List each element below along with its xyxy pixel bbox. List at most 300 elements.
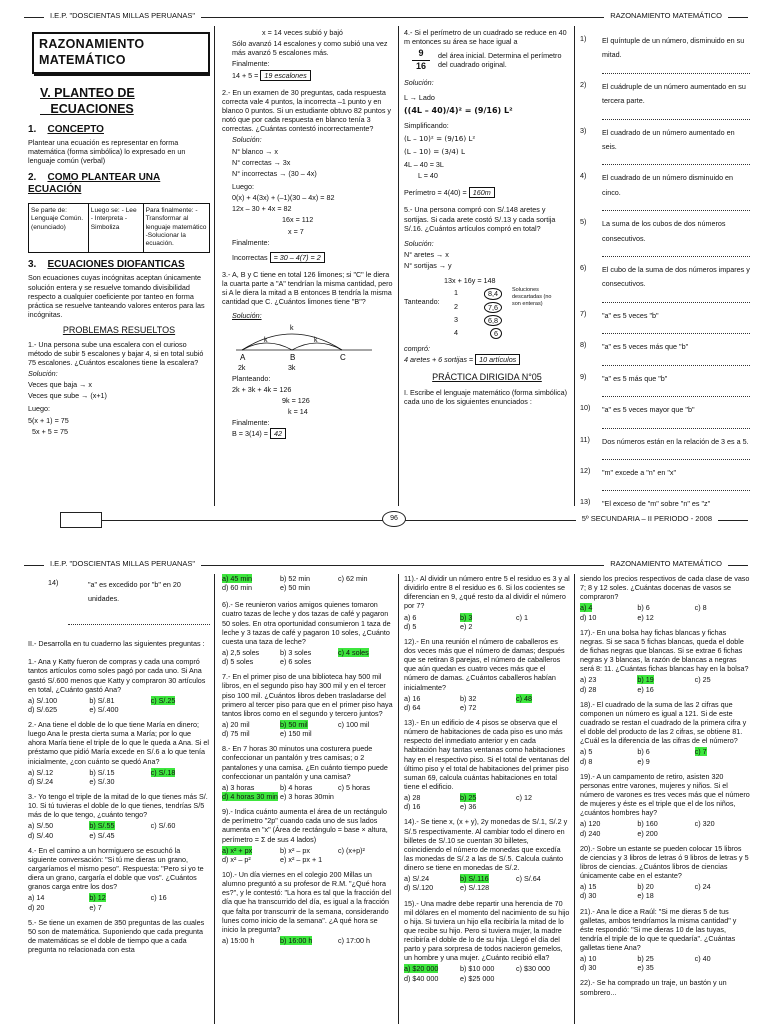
answer-option[interactable] [580,954,635,963]
answer-option[interactable] [404,622,458,631]
exercise-text: "a" es 5 veces más que "b" [602,342,689,352]
option-text: a) 120 [580,819,601,829]
answer-option[interactable] [28,831,87,840]
answer-option[interactable] [460,883,514,892]
answer-option[interactable] [338,792,394,801]
question-block [404,718,570,811]
column-1 [28,574,210,1024]
option-text: e) 3 horas 30min [280,791,334,801]
question-block [580,772,750,838]
final-label: Finalmente: [232,418,270,428]
question-block [404,574,570,631]
answer-option[interactable] [404,883,458,892]
tanteo-table: 1 8,4 2 7,6 3 6,8 4 6 [448,287,508,340]
option-text: b) 6 [637,747,650,757]
p2-eq: 0(x) + 4(3x) + (–1)(30 – 4x) = 82 [232,193,335,203]
option-text: b) 3 [460,612,473,622]
answer-option[interactable] [637,747,692,756]
answer-option[interactable] [280,783,336,792]
diagram-label: k [264,336,268,344]
header-school: I.E.P. "DOSCIENTAS MILLAS PERUANAS" [44,11,201,20]
exercise-number: 1) [580,34,587,43]
answer-option[interactable] [151,821,210,830]
answer-option[interactable] [580,963,635,972]
answer-option[interactable] [404,613,458,622]
answer-option[interactable] [280,583,336,592]
option-text: a) x² + px [222,845,253,855]
answer-line[interactable] [68,616,210,625]
answer-option[interactable] [637,829,692,838]
option-text: b) S/.15 [89,767,115,777]
answer-option[interactable] [460,793,514,802]
column-4 [580,28,750,508]
answer-option[interactable] [280,936,336,945]
p1-eq: 5(x + 1) = 75 [28,415,69,425]
page-header [24,558,748,572]
p1-cont: Sólo avanzó 14 escalones y como subió una vez más avanzó 5 escalones más. [232,39,388,58]
option-text: a) 2,5 soles [222,647,260,657]
answer-option[interactable] [28,696,87,705]
answer-option[interactable] [222,936,278,945]
option-text: b) S/.81 [89,695,115,705]
answer-option[interactable] [89,768,148,777]
option-text: b) 50 mil [280,719,308,729]
option-text: a) 28 [404,793,421,803]
option-text: d) 20 [28,902,45,912]
option-text: a) $20 000 [404,964,439,974]
answer-option[interactable] [516,622,570,631]
answer-option[interactable] [580,603,635,612]
option-text: d) 5 [404,621,417,631]
exercise-item [580,309,750,323]
answer-option[interactable] [89,903,148,912]
exercise-item [580,466,750,480]
question-block [404,817,570,892]
answer-option[interactable] [280,855,336,864]
diagram-label: 3k [288,364,296,372]
option-text: b) 19 [637,675,654,685]
option-text: e) x² – px + 1 [280,854,323,864]
option-text: e) S/.30 [89,776,115,786]
answer-option[interactable] [338,936,394,945]
answer-option[interactable] [280,792,336,801]
answer-option[interactable] [28,768,87,777]
option-text: d) 28 [580,684,597,694]
answer-option[interactable] [580,829,635,838]
exercise-text: "a" es 5 más que "b" [602,373,668,383]
answer-option[interactable] [637,675,692,684]
answer-option[interactable] [695,675,750,684]
option-text: b) 12 [89,893,106,903]
answer-option[interactable] [151,705,210,714]
option-text: c) 5 horas [338,782,370,792]
answer-option[interactable] [338,783,394,792]
exercise-text: "a" es 5 veces mayor que "b" [602,405,695,415]
answer-option[interactable] [280,574,336,583]
concepto-text: Plantear una ecuación es representar en forma matemática (forma simbólica) lo expresado en un lenguaje común (verbal) [28,138,186,166]
question-block [404,899,570,983]
option-text: d) $40 000 [404,973,439,983]
answer-option[interactable] [637,757,692,766]
option-text: a) 5 [580,747,593,757]
header-school: I.E.P. "DOSCIENTAS MILLAS PERUANAS" [44,559,201,568]
option-text: d) 240 [580,828,601,838]
p4-eq: 4L – 40 = 3L [404,159,444,169]
answer-option[interactable] [338,657,394,666]
option-text: a) S/.12 [28,767,54,777]
option-text: c) S/.64 [516,874,541,884]
answer-option[interactable] [460,622,514,631]
answer-option[interactable] [222,720,278,729]
answer-option[interactable] [338,648,394,657]
fraction-den: 16 [415,60,426,71]
answer-option[interactable] [460,613,514,622]
answer-option[interactable] [28,893,87,902]
header-subject: RAZONAMIENTO MATEMÁTICO [604,11,728,20]
question-text: 20).- Sobre un estante se pueden colocar 15 libros de ciencias y 3 libros de letras ó 9 libros de letras y 5 libros de ciencias. ¿Cuántos libros de ciencias únicamente cabe en el estante? [580,843,749,881]
answer-line[interactable] [602,248,750,257]
answer-option[interactable] [580,685,635,694]
option-text: b) S/.55 [89,821,115,831]
question-block [580,700,750,766]
p1-line: Veces que baja → x [28,380,92,390]
options-grid [580,747,750,765]
exercise-text: "m" excede a "n" en "x" [602,467,677,477]
answer-option[interactable] [580,613,635,622]
answer-option[interactable] [695,829,750,838]
option-text: c) 100 mil [338,719,370,729]
table-cell: Para finalmente: -Transformar al lenguaje matemático -Solucionar la ecuación. [145,206,207,248]
question-text: 14).- Se tiene x, (x + y), 2y monedas de S/.1, S/.2 y S/.5 respectivamente. Al cambiar todo el dinero en billetes de S/.10 se cuentan 30 billetes, coincidiendo el número de monedas que excedía las monedas de S/.2 a las de S/.5. Calcula cuánto dinero se tiene en monedas de S/.2. [404,817,568,873]
solution-label: Solución: [28,369,58,379]
p5-result: 4 aretes + 6 sortijas = 10 artículos [404,355,570,364]
answer-line[interactable] [602,482,750,491]
column-4 [580,574,750,1024]
exercise-item [580,403,750,417]
answer-option[interactable] [404,802,458,811]
question-text: 5.- Se tiene un examen de 350 preguntas de las cuales 50 son de matemática. Suponiendo que cada pregunta de matemáticas se el doble de tiempo que a cada pregunta no relacionada con esta [28,917,205,955]
diagram-label: B [290,352,296,362]
option-text: c) 24 [694,882,711,892]
answer-option[interactable] [580,819,635,828]
question-text: 7.- En el primer piso de una biblioteca hay 500 mil libros, en el segundo piso hay 300 mil y en el tercer piso 100 mil. ¿Cuántos libros deben trasladarse del primero al tercer piso para que en el primer piso haya tantos libros como en el segundo y tercero juntos? [222,672,393,718]
answer-option[interactable] [89,893,148,902]
answer-option[interactable] [151,696,210,705]
option-text: b) 32 [460,693,477,703]
answer-option[interactable] [280,729,336,738]
answer-option[interactable] [89,705,148,714]
question-block [580,844,750,901]
answer-option[interactable] [89,831,148,840]
option-text: a) 3 horas [222,782,255,792]
p5-line: N° aretes → x [404,249,449,259]
option-text: c) 1 [516,612,528,622]
exercise-item [580,80,750,109]
p1-cont: x = 14 veces subió y bajó [262,28,343,37]
solution-label: Solución: [232,135,262,145]
answer-option[interactable] [637,882,692,891]
answer-option[interactable] [695,747,750,756]
answer-option[interactable] [695,891,750,900]
option-text: e) S/.45 [89,830,115,840]
option-text: d) 10 [580,612,597,622]
answer-line[interactable] [602,325,750,334]
options-grid [28,821,210,839]
segment-diagram [222,322,392,374]
answer-line[interactable] [602,65,750,74]
answer-option[interactable] [222,783,278,792]
answer-option[interactable] [222,574,278,583]
option-text: e) 18 [637,891,654,901]
answer-option[interactable] [404,874,458,883]
problem-5-text: 5.- Una persona compró con S/.148 aretes y sortijas. Si cada arete costó S/.13 y cada sortija S/.16. ¿Cuántos artículos compró en total? [404,205,556,233]
answer-option[interactable] [338,583,394,592]
option-text: e) 9 [637,756,650,766]
exercise-item [580,126,750,155]
option-text: d) 30 [580,963,597,973]
answer-option[interactable] [404,793,458,802]
options-grid [28,696,210,714]
p2-eq: 12x – 30 + 4x = 82 [232,204,292,214]
answer-option[interactable] [338,855,394,864]
option-text: d) S/.625 [28,704,58,714]
question-block [28,792,210,840]
exercise-text: Dos números están en la relación de 3 es a 5. [602,436,749,446]
option-text: b) S/.116 [460,874,489,884]
option-text: d) 30 [580,891,597,901]
answer-option[interactable] [460,974,514,983]
answer-option[interactable] [151,903,210,912]
option-text: a) 20 mil [222,719,250,729]
answer-option[interactable] [222,729,278,738]
option-text: e) 7 [89,902,102,912]
answer-line[interactable] [602,388,750,397]
answer-option[interactable] [516,793,570,802]
answer-option[interactable] [28,705,87,714]
exercise-number: 4) [580,171,587,181]
question-block [580,628,750,694]
answer-option[interactable] [516,874,570,883]
answer-option[interactable] [222,657,278,666]
options-grid [580,603,750,621]
answer-option[interactable] [637,954,692,963]
option-text: c) $30 000 [516,964,550,974]
option-text: a) S/.24 [404,874,430,884]
p5-eq: 13x + 16y = 148 [444,276,496,286]
answer-option[interactable] [338,729,394,738]
answer-option[interactable] [460,694,514,703]
option-text: a) 15:00 h [222,935,255,945]
answer-option[interactable] [637,613,692,622]
answer-option[interactable] [637,685,692,694]
answer-option[interactable] [516,974,570,983]
answer-line[interactable] [602,294,750,303]
options-grid [404,964,570,982]
option-text: c) 7 [694,747,707,757]
exercise-number: 2) [580,79,587,89]
question-text: 6).- Se reunieron varios amigos quienes tomaron cuatro tazas de leche y dos tazas de café y pagaron 50 soles. En otra oportunidad consumieron 1 taza de leche y 3 tazas de café y pagaron 10 soles, ¿Cuánto cuesta una taza de leche? [222,600,391,646]
answer-option[interactable] [580,757,635,766]
column-2 [222,28,394,508]
answer-option[interactable] [695,819,750,828]
options-grid [580,882,750,900]
options-grid [580,675,750,693]
answer-option[interactable] [580,891,635,900]
answer-option[interactable] [516,883,570,892]
answer-option[interactable] [280,648,336,657]
p2-eq: 16x = 112 [282,215,314,225]
p3-eq: k = 14 [288,407,308,417]
answer-option[interactable] [89,777,148,786]
options-grid [580,954,750,972]
option-text: d) 5 soles [222,657,254,667]
option-text: a) 15 [580,882,597,892]
answer-option[interactable] [222,855,278,864]
options-grid [222,648,394,666]
exercise-text: "a" es excedido por "b" en 20 unidades. [88,580,181,604]
exercise-item [580,34,750,63]
answer-option[interactable] [695,603,750,612]
option-text: c) 12 [516,793,532,803]
exercise-number: 6) [580,263,587,273]
answer-option[interactable] [338,574,394,583]
exercise-number: 5) [580,217,587,227]
answer-option[interactable] [404,964,458,973]
tanteo-note: Soluciones descartadas (no son enteras) [512,287,552,308]
answer-option[interactable] [516,802,570,811]
answer-option[interactable] [151,768,210,777]
answer-option[interactable] [637,963,692,972]
answer-option[interactable] [89,696,148,705]
column-1 [28,28,210,508]
answer-option[interactable] [151,893,210,902]
option-text: e) 35 [637,963,654,973]
answer-option[interactable] [222,648,278,657]
option-text: b) 25 [637,954,654,964]
exercise-text: "a" es 5 veces "b" [602,310,659,320]
answer-line[interactable] [602,357,750,366]
answer-option[interactable] [338,846,394,855]
option-text: c) 48 [516,693,532,703]
answer-option[interactable] [280,657,336,666]
option-text: c) 40 [694,954,711,964]
answer-option[interactable] [695,882,750,891]
answer-option[interactable] [222,583,278,592]
option-text: a) S/.100 [28,695,58,705]
answer-option[interactable] [222,846,278,855]
table-cell: Se parte de: Lenguaje Común. (enunciado) [29,204,89,252]
answer-option[interactable] [695,954,750,963]
answer-option[interactable] [280,846,336,855]
answer-option[interactable] [28,821,87,830]
practica-title: PRÁCTICA DIRIGIDA N°05 [432,372,542,383]
question-text: 13).- En un edificio de 4 pisos se observa que el número de habitaciones de cada piso es uno más respecto del inmediato anterior y en cada habitación hay tantas ventanas como habitaciones hay en el respectivo piso. Si el total de ventanas del último piso y el total de habitaciones del primer piso suman 69, calcula cuántas habitaciones en total tiene el edificio. [404,717,570,791]
answer-option[interactable] [460,802,514,811]
question-text: 12).- En una reunión el número de caballeros es dos veces más que el número de damas; después que se retiran 8 parejas, el número de caballeros que aún quedan es cuatro veces más que el número de damas. ¿Cuántos caballeros habían inicialmente? [404,636,565,692]
exercise-item [580,263,750,292]
question-text: 19).- A un campamento de retiro, asisten 320 personas entre varones, mujeres y niños. Si el número de varones es tres veces más que el número de mujeres y éste es el triple que el de los niños, ¿cuántos hombres hay? [580,771,750,818]
answer-option[interactable] [89,821,148,830]
answer-line[interactable] [602,156,750,165]
answer-option[interactable] [637,819,692,828]
answer-option[interactable] [460,874,514,883]
option-text: e) 200 [637,828,658,838]
exercise-text: El quíntuple de un número, disminuido en su mitad. [602,36,745,60]
question-text: 4.- En el camino a un hormiguero se escuchó la siguiente conversación: "Si tú me dieras un grano, cargaríamos el mismo peso". Respuesta: "Pero si yo te diera un grano, cargaría el doble que vos". ¿Cuántos granos carga entre los dos? [28,845,204,892]
section-2-title: II.- Desarrolla en tu cuaderno las siguientes preguntas : [28,638,205,648]
answer-option[interactable] [637,891,692,900]
answer-option[interactable] [338,720,394,729]
option-text: a) 6 [404,612,417,622]
exercise-text: El cuadrado de un número disminuido en cinco. [602,173,734,197]
column-3 [404,574,570,1024]
answer-option[interactable] [222,792,278,801]
option-text: d) S/.24 [28,776,54,786]
answer-option[interactable] [151,831,210,840]
answer-option[interactable] [516,964,570,973]
options-grid [28,768,210,786]
question-text: 8.- En 7 horas 30 minutos una costurera puede confeccionar un pantalón y tres camisas; o 2 pantalones y una camisa. ¿En cuánto tiempo puede confeccionar un pantalón y una camisa? [222,744,388,781]
question-block [580,907,750,973]
answer-line[interactable] [602,111,750,120]
options-grid [28,893,210,911]
page-header [24,10,748,24]
answer-option[interactable] [151,777,210,786]
answer-line[interactable] [602,202,750,211]
option-text: a) 45 min [222,574,252,583]
exercise-number: 10) [580,403,591,413]
p3-eq: 2k + 3k + 4k = 126 [232,384,292,394]
exercise-item [580,217,750,246]
answer-option[interactable] [695,613,750,622]
p3-plant: Planteando: [232,373,271,383]
option-text: a) S/.50 [28,821,54,831]
answer-option[interactable] [404,703,458,712]
question-text: 2.- Ana tiene el doble de lo que tiene María en dinero; luego Ana le presta cierta suma a María; por lo que ahora María tiene el triple de lo que le queda a Ana. Si el préstamo que pidió María excede en S/.6 a lo que tenía inicialmente, ¿con cuánto se quedó Ana? [28,720,210,766]
exercise-text: "El exceso de "m" sobre "n" es "z" [602,499,711,508]
question-block [580,978,750,996]
fraction-num: 9 [412,48,430,60]
practica-intro: I. Escribe el lenguaje matemático (forma simbólica) cada uno de los siguientes enunciados : [404,387,567,406]
option-text: c) 16 [150,893,167,903]
solution-label: Solución: [404,238,434,248]
option-text: d) S/.120 [404,883,434,893]
answer-option[interactable] [280,720,336,729]
p2-eq: x = 7 [288,226,304,236]
answer-option[interactable] [460,964,514,973]
answer-line[interactable] [602,420,750,429]
answer-option[interactable] [460,703,514,712]
answer-option[interactable] [580,882,635,891]
answer-option[interactable] [404,694,458,703]
answer-option[interactable] [637,603,692,612]
answer-option[interactable] [580,675,635,684]
option-text: b) 160 [637,819,658,829]
answer-option[interactable] [516,613,570,622]
answer-option[interactable] [404,974,458,983]
section-como: 2. COMO PLANTEAR UNA ECUACIÓN [28,171,161,196]
problem-2-text: 2.- En un examen de 30 preguntas, cada respuesta correcta vale 4 puntos, la incorrecta –1 punto y en blanco 0 puntos. Si un estudiante obtuvo 82 puntos y notó que por cada respuesta en blanco tenía 3 correctas. ¿Cuántas contestó incorrectamente? [222,87,392,134]
p4-simp: Simplificando: [404,120,449,130]
exercise-number: 14) [48,578,59,587]
footer-box [60,512,102,528]
options-grid [404,874,570,892]
answer-option[interactable] [516,694,570,703]
answer-option[interactable] [28,777,87,786]
answer-line[interactable] [602,451,750,460]
answer-option[interactable] [580,747,635,756]
answer-option[interactable] [28,903,87,912]
